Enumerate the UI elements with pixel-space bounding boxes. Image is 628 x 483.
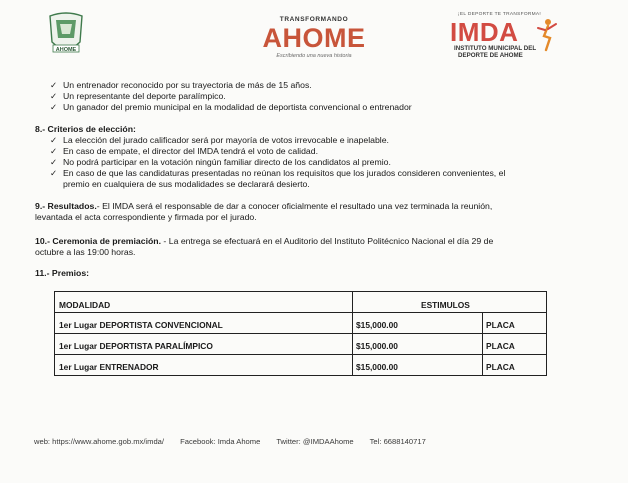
- table-cell-modalidad: 1er Lugar DEPORTISTA CONVENCIONAL: [59, 320, 223, 330]
- imda-logo-tagline: ¡EL DEPORTE TE TRANSFORMA!: [458, 12, 542, 17]
- check-icon: ✓: [50, 146, 58, 156]
- check-icon: ✓: [50, 102, 58, 112]
- list-item: En caso de empate, el director del IMDA tendrá el voto de calidad.: [63, 146, 318, 156]
- footer-web-link[interactable]: web: https://www.ahome.gob.mx/imda/: [34, 437, 164, 446]
- section-9-line1: [35, 201, 492, 212]
- imda-logo-word: IMDA: [450, 17, 519, 47]
- prize-table: [54, 291, 547, 376]
- ahome-logo-subtitle: Escribiendo una nueva historia: [276, 53, 352, 59]
- table-header-modalidad: MODALIDAD: [59, 300, 111, 310]
- table-cell-modalidad: 1er Lugar DEPORTISTA PARALÍMPICO: [59, 341, 213, 351]
- list-item: Un representante del deporte paralímpico.: [63, 91, 226, 101]
- table-cell-monto: $15,000.00: [356, 341, 398, 351]
- athlete-figure-icon: [536, 18, 558, 52]
- transformando-ahome-logo: [248, 16, 380, 60]
- check-icon: ✓: [50, 157, 58, 167]
- section-10-text: - La entrega se efectuará en el Auditorio del Instituto Politécnico Nacional el día 29 de: [161, 236, 494, 246]
- section-9-line2: levantada el acta correspondiente y firmada por el jurado.: [35, 212, 257, 222]
- table-header-estimulos: ESTIMULOS: [421, 300, 470, 310]
- list-item: La elección del jurado calificador será por mayoría de votos irrevocable e inapelable.: [63, 135, 389, 145]
- table-cell-modalidad: 1er Lugar ENTRENADOR: [59, 362, 159, 372]
- imda-logo-line1: INSTITUTO MUNICIPAL DEL: [454, 45, 537, 52]
- section-11-heading: 11.- Premios:: [35, 268, 90, 278]
- section-10-heading: 10.- Ceremonia de premiación.: [35, 236, 162, 246]
- ahome-seal-logo: [46, 12, 86, 58]
- section-9-text: - El IMDA será el responsable de dar a conocer oficialmente el resultado una vez terminada la reunión,: [96, 201, 493, 211]
- list-item: En caso de que las candidaturas presentadas no reúnan los requisitos que los jurados consideren convenientes, el: [63, 168, 506, 178]
- section-10-line1: [35, 236, 493, 247]
- footer-contact: [34, 437, 440, 446]
- imda-logo: [448, 12, 560, 60]
- check-icon: ✓: [50, 80, 58, 90]
- check-icon: ✓: [50, 168, 58, 178]
- table-divider: [55, 333, 546, 334]
- check-icon: ✓: [50, 135, 58, 145]
- table-divider: [482, 312, 483, 375]
- table-cell-extra: PLACA: [486, 341, 515, 351]
- table-cell-extra: PLACA: [486, 362, 515, 372]
- list-item: Un entrenador reconocido por su trayectoria de más de 15 años.: [63, 80, 312, 90]
- table-cell-monto: $15,000.00: [356, 362, 398, 372]
- ahome-logo-tagline: TRANSFORMANDO: [279, 16, 349, 23]
- seal-label: AHOME: [55, 47, 77, 53]
- footer-twitter: Twitter: @IMDAAhome: [276, 437, 354, 446]
- footer-facebook: Facebook: Imda Ahome: [180, 437, 261, 446]
- table-divider: [55, 354, 546, 355]
- section-10-line2: octubre a las 19:00 horas.: [35, 247, 136, 257]
- list-item-continuation: premio en cualquiera de sus modalidades se declarará desierto.: [63, 179, 310, 189]
- section-8-heading: 8.- Criterios de elección:: [35, 124, 136, 134]
- imda-logo-line2: DEPORTE DE AHOME: [458, 52, 523, 59]
- footer-phone: Tel: 6688140717: [369, 437, 426, 446]
- table-cell-monto: $15,000.00: [356, 320, 398, 330]
- list-item: Un ganador del premio municipal en la modalidad de deportista convencional o entrenador: [63, 102, 412, 112]
- list-item: No podrá participar en la votación ningún familiar directo de los candidatos al premio.: [63, 157, 391, 167]
- check-icon: ✓: [50, 91, 58, 101]
- table-cell-extra: PLACA: [486, 320, 515, 330]
- table-divider: [55, 312, 546, 313]
- section-9-heading: 9.- Resultados.: [35, 201, 97, 211]
- ahome-logo-word: AHOME: [262, 23, 366, 53]
